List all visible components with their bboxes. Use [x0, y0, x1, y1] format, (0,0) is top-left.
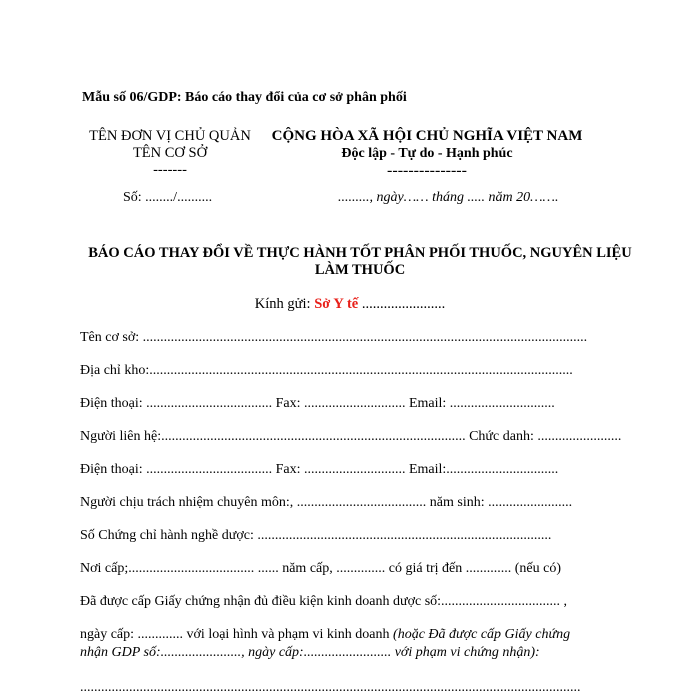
field-phone-fax-email-2: Điện thoại: .................................... Fax: ............................. Email:................................	[80, 462, 559, 477]
header-left	[80, 128, 260, 179]
field-business-certificate: Đã được cấp Giấy chứng nhận đủ điều kiện kinh doanh dược số:.................................. ,	[80, 594, 568, 609]
parent-unit-name: TÊN ĐƠN VỊ CHỦ QUẢN	[89, 128, 251, 144]
field-issue-date	[80, 627, 570, 643]
document-number: Số: ......../..........	[123, 190, 213, 205]
field-warehouse-address: Địa chỉ kho:.........................................................................................................................	[80, 363, 573, 378]
form-title: Mẫu số 06/GDP: Báo cáo thay đổi của cơ sở phân phối	[82, 90, 407, 105]
header-right	[262, 128, 592, 179]
addressee-line	[0, 296, 700, 313]
facility-name: TÊN CƠ SỞ	[132, 145, 208, 161]
addressee-prefix: Kính gửi:	[254, 296, 315, 312]
gdp-note-start: (hoặc Đã được cấp Giấy chứng	[393, 627, 571, 642]
national-title: CỘNG HÒA XÃ HỘI CHỦ NGHĨA VIỆT NAM	[271, 128, 583, 144]
report-heading: BÁO CÁO THAY ĐỔI VỀ THỰC HÀNH TỐT PHÂN PHỐI THUỐC, NGUYÊN LIỆU LÀM THUỐC	[88, 245, 632, 278]
field-phone-fax-email-1: Điện thoại: .................................... Fax: ............................. Email: ..............................	[80, 396, 555, 411]
issue-date-text: ngày cấp: ............. với loại hình và phạm vi kinh doanh	[80, 627, 394, 642]
addressee-recipient: Sở Y tế	[314, 296, 359, 312]
header-left-dash: -------	[153, 162, 187, 178]
field-contact-person: Người liên hệ:....................................................................................... Chức danh: ........................	[80, 429, 622, 444]
national-motto: Độc lập - Tự do - Hạnh phúc	[341, 146, 513, 161]
header-right-dash: ---------------	[387, 162, 467, 179]
field-blank-line: ...............................................................................................................................................	[80, 680, 581, 695]
addressee-suffix: .......................	[358, 296, 446, 312]
field-gdp-certificate: nhận GDP số:......................., ngày cấp:......................... với phạm vi chứng nhận):	[80, 645, 540, 660]
field-practice-certificate: Số Chứng chỉ hành nghề dược: ....................................................................................	[80, 528, 552, 543]
field-facility-name: Tên cơ sở: ...............................................................................................................................	[80, 330, 588, 345]
field-responsible-person: Người chịu trách nhiệm chuyên môn:, ..................................... năm sinh: ........................	[80, 495, 573, 510]
document-date: ........., ngày…… tháng ..... năm 20…….	[338, 190, 559, 205]
field-issue-place: Nơi cấp;.................................... ...... năm cấp, .............. có giá trị đến ............. (nếu có)	[80, 561, 561, 576]
